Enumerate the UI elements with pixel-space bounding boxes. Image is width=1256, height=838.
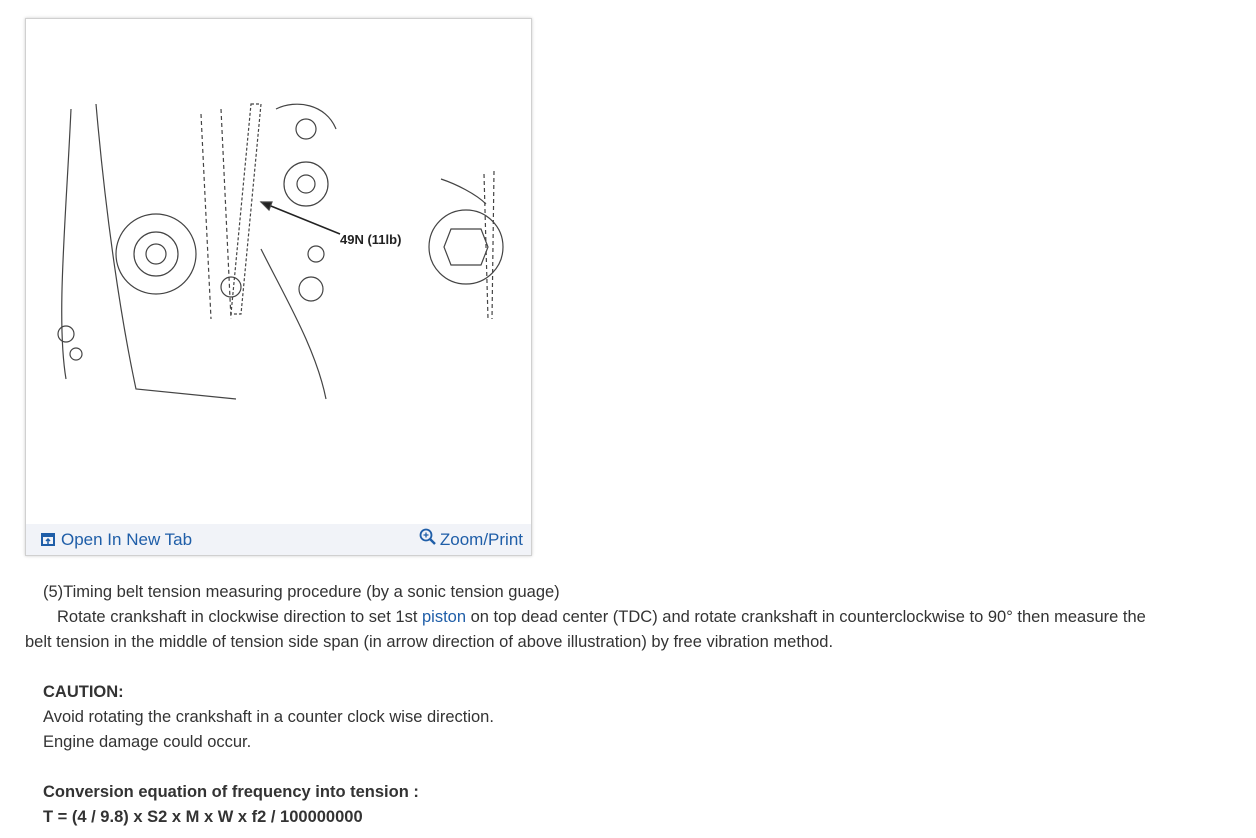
procedure-text-post: on top dead center (TDC) and rotate crankshaft in counterclockwise to 90° then measure the	[466, 608, 1146, 626]
equation-title: Conversion equation of frequency into tension :	[43, 783, 419, 801]
zoom-in-icon	[419, 528, 437, 546]
procedure-text-line1	[57, 608, 1146, 627]
tension-callout-label: 49N (11lb)	[340, 232, 402, 247]
new-tab-icon	[41, 533, 55, 546]
timing-belt-illustration	[26, 19, 531, 524]
image-toolbar	[26, 524, 531, 555]
procedure-text-pre: Rotate crankshaft in clockwise direction to set 1st	[57, 608, 422, 626]
illustration-card	[25, 18, 532, 556]
open-new-tab-label: Open In New Tab	[61, 529, 193, 549]
procedure-heading: (5)Timing belt tension measuring procedure (by a sonic tension guage)	[43, 583, 560, 601]
procedure-text-line2: belt tension in the middle of tension side span (in arrow direction of above illustration) by free vibration method.	[25, 633, 834, 651]
caution-title: CAUTION:	[43, 683, 124, 701]
equation-formula: T = (4 / 9.8) x S2 x M x W x f2 / 100000000	[43, 808, 363, 826]
zoom-print-label: Zoom/Print	[439, 529, 523, 549]
caution-line1: Avoid rotating the crankshaft in a counter clock wise direction.	[43, 708, 494, 726]
open-new-tab-link[interactable]	[41, 530, 192, 550]
piston-link[interactable]: piston	[422, 608, 467, 626]
zoom-print-link[interactable]	[419, 530, 523, 550]
caution-line2: Engine damage could occur.	[43, 733, 252, 751]
